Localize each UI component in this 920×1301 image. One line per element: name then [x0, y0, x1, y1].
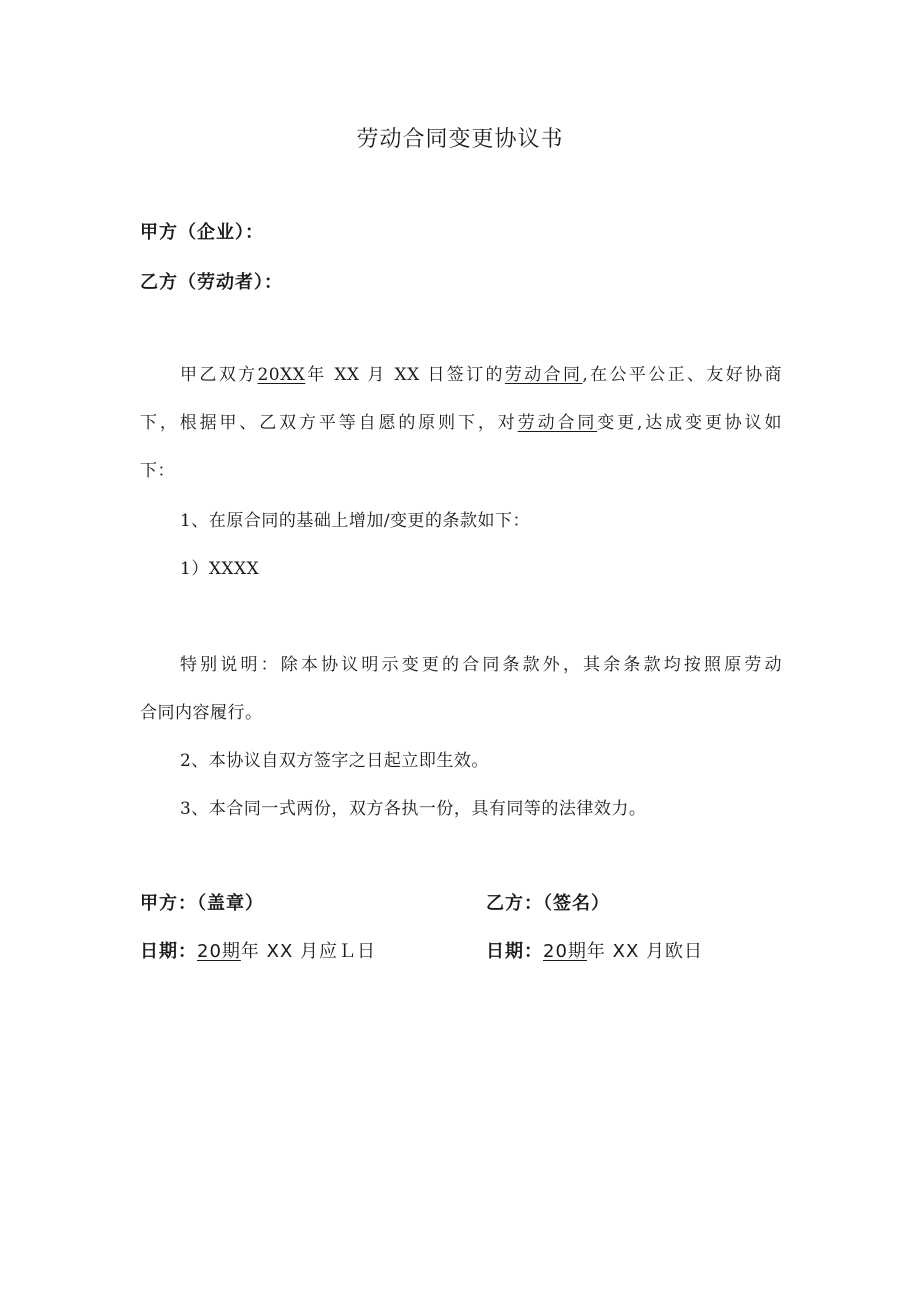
document-title: 劳动合同变更协议书	[356, 127, 564, 152]
para1-line1	[180, 360, 782, 385]
date-year: 20期	[543, 941, 587, 962]
party-b-date	[486, 937, 703, 963]
para1-text: 甲乙双方	[180, 365, 258, 385]
date-rest: 年 XX 月应Ｌ日	[240, 941, 377, 962]
party-b-label: 乙方（劳动者）：	[140, 272, 283, 293]
signing-year: 20XX	[257, 365, 306, 385]
party-a-date	[140, 937, 376, 963]
party-a-label: 甲方（企业）：	[140, 222, 264, 243]
clause-2: 2、本协议自双方签字之日起立即生效。	[180, 751, 489, 771]
para1-text: ,在公平公正、友好协商	[582, 365, 783, 385]
special-note-line1: 特别说明：除本协议明示变更的合同条款外，其余条款均按照原劳动	[180, 655, 782, 675]
date-label: 日期：	[140, 941, 197, 962]
special-note-line2: 合同内容履行。	[140, 703, 263, 723]
para1-text: 下，根据甲、乙双方平等自愿的原则下，对	[140, 413, 518, 433]
date-rest: 年 XX 月欧日	[586, 941, 704, 962]
clause-1-sub: 1）XXXX	[180, 559, 260, 579]
clause-3: 3、本合同一式两份，双方各执一份，具有同等的法律效力。	[180, 799, 647, 819]
contract-name: 劳动合同	[517, 413, 598, 433]
clause-1: 1、在原合同的基础上增加/变更的条款如下：	[180, 511, 531, 531]
para1-text: 变更,达成变更协议如	[597, 413, 783, 433]
contract-name: 劳动合同	[504, 365, 583, 385]
date-year: 20期	[197, 941, 241, 962]
para1-line2	[140, 408, 782, 433]
date-label: 日期：	[486, 941, 543, 962]
party-a-signature: 甲方：（盖章）	[140, 893, 264, 914]
party-b-signature: 乙方：（签名）	[486, 893, 610, 914]
para1-text: 年 XX 月 XX 日签订的	[305, 365, 505, 385]
para1-line3: 下：	[140, 461, 175, 481]
